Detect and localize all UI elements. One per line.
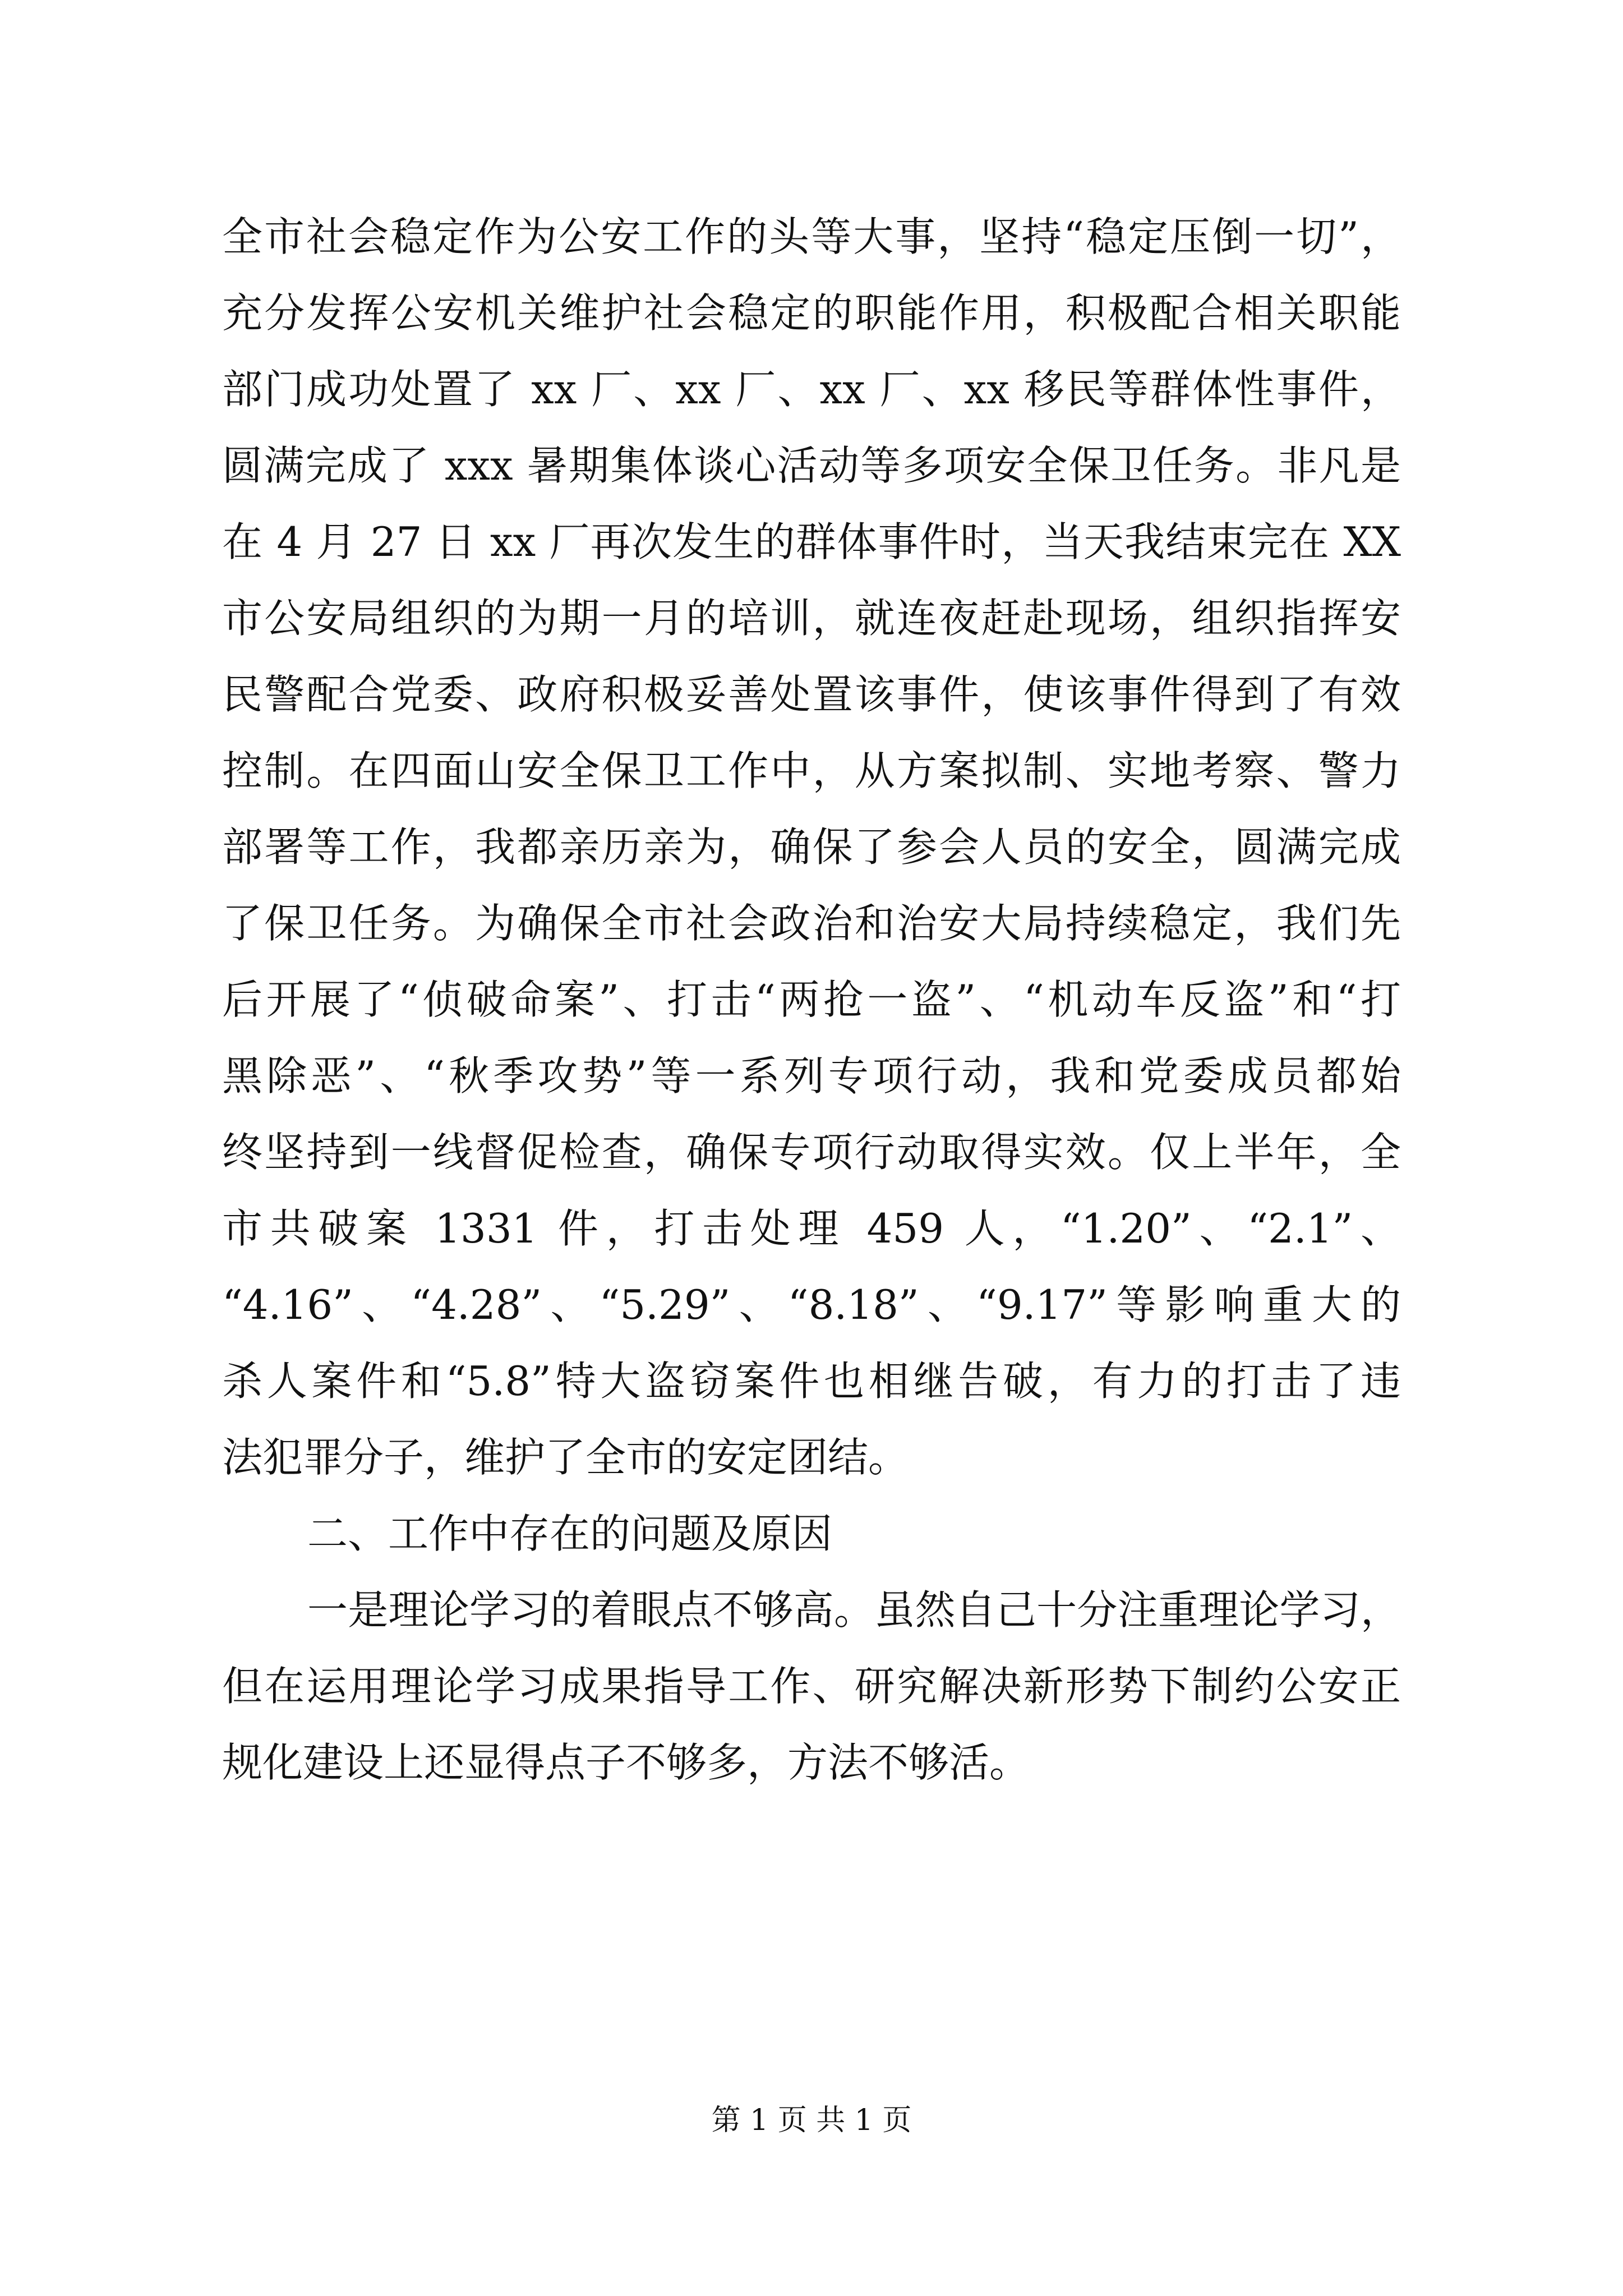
paragraph-line-14: 市共破案 1331 件，打击处理 459 人，“1.20”、“2.1”、 [222,1205,1401,1252]
paragraph-line-16: 杀人案件和“5.8”特大盗窃案件也相继告破，有力的打击了违 [222,1358,1401,1405]
section-line-3: 规化建设上还显得点子不够多，方法不够活。 [222,1739,1030,1786]
paragraph-line-9: 部署等工作，我都亲历亲为，确保了参会人员的安全，圆满完成 [222,823,1401,871]
paragraph-line-4: 圆满完成了 xxx 暑期集体谈心活动等多项安全保卫任务。非凡是 [222,442,1401,489]
paragraph-line-13: 终坚持到一线督促检查，确保专项行动取得实效。仅上半年，全 [222,1129,1401,1176]
page-footer: 第 1 页 共 1 页 [711,2104,912,2137]
section-line-1: 一是理论学习的着眼点不够高。虽然自己十分注重理论学习， [307,1586,1401,1634]
paragraph-line-12: 黑除恶”、“秋季攻势”等一系列专项行动，我和党委成员都始 [222,1052,1401,1099]
paragraph-line-17: 法犯罪分子，维护了全市的安定团结。 [222,1434,909,1481]
paragraph-line-2: 充分发挥公安机关维护社会稳定的职能作用，积极配合相关职能 [222,289,1401,337]
paragraph-line-11: 后开展了“侦破命案”、打击“两抢一盗”、“机动车反盗”和“打 [222,976,1401,1023]
paragraph-line-6: 市公安局组织的为期一月的培训，就连夜赶赴现场，组织指挥安 [222,595,1401,642]
section-line-2: 但在运用理论学习成果指导工作、研究解决新形势下制约公安正 [222,1663,1401,1710]
paragraph-line-3: 部门成功处置了 xx 厂、xx 厂、xx 厂、xx 移民等群体性事件， [222,366,1401,413]
section-heading: 二、工作中存在的问题及原因 [307,1510,833,1557]
paragraph-line-7: 民警配合党委、政府积极妥善处置该事件，使该事件得到了有效 [222,671,1401,718]
paragraph-line-5: 在 4 月 27 日 xx 厂再次发生的群体事件时，当天我结束完在 XX [222,518,1401,565]
paragraph-line-10: 了保卫任务。为确保全市社会政治和治安大局持续稳定，我们先 [222,900,1401,947]
paragraph-line-1: 全市社会稳定作为公安工作的头等大事，坚持“稳定压倒一切”， [222,213,1401,260]
paragraph-line-8: 控制。在四面山安全保卫工作中，从方案拟制、实地考察、警力 [222,747,1401,794]
paragraph-line-15: “4.16”、“4.28”、“5.29”、“8.18”、“9.17”等影响重大的 [222,1281,1401,1328]
